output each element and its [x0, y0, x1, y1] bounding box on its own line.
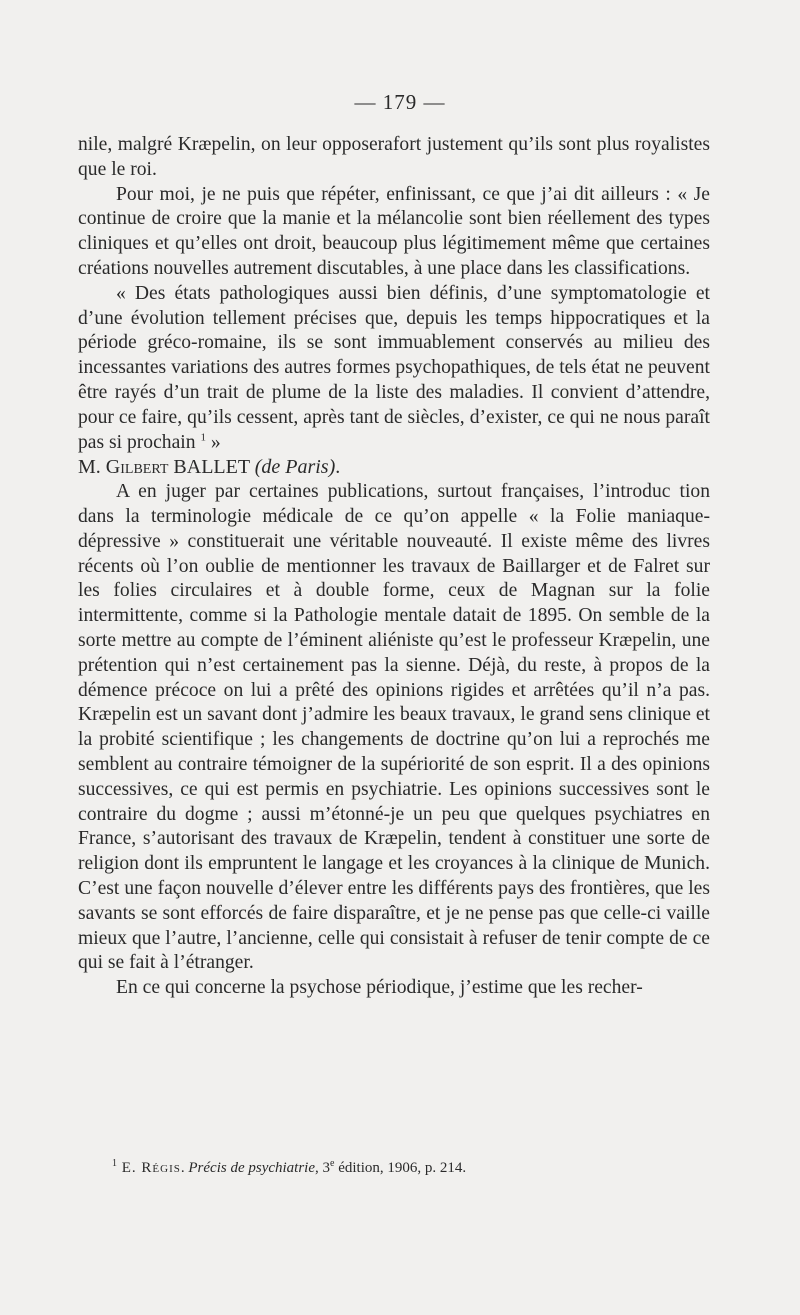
paragraph: A en juger par certaines publications, surtout françaises, l’introduc tion dans la terminologie médicale de ce qu’on appelle « la Folie maniaque-dépressive » constituerait une véritable nouveauté. Il existe même des livres récents où l’on oublie de mentionner les travaux de Baillarger et de Falret sur les folies circulaires et à double forme, ceux de Magnan sur la folie intermittente, comme si la Pathologie mentale datait de 1895. On semble de la sorte mettre au compte de l’éminent aliéniste qu’est le professeur Kræpelin, une prétention qui n’est certainement pas la sienne. Déjà, du reste, à propos de la démence précoce on lui a prêté des opinions rigides et arrêtées qu’il n’a pas. Kræpelin est un savant dont j’admire les beaux travaux, le grand sens clinique et la probité scientifique ; les changements de doctrine qu’on lui a reprochés me semblent au contraire témoigner de la supériorité de son esprit. Il a des opinions successives, ce qui est permis en psychiatrie. Les opinions successives sont le contraire du dogme ; aussi m’étonné-je un peu que quelques psychiatres en France, s’autorisant des travaux de Kræpelin, tendent à constituer une sorte de religion dont ils empruntent le langage et les croyances à la clinique de Munich. C’est une façon nouvelle d’élever entre les différents pays des frontières, que les savants se sont efforcés de faire disparaître, et je ne pense pas que celle-ci vaille mieux que l’autre, l’ancienne, celle qui consistait à refuser de tenir compte de ce qui se fait à l’étranger.: [78, 481, 710, 974]
body-text: [78, 133, 710, 1001]
footnote-reference: 1: [200, 431, 206, 444]
heading-prefix: M.: [78, 456, 106, 479]
page-number: — 179 —: [354, 90, 446, 114]
author-first-name: Gilbert: [105, 456, 169, 479]
footnote-rest: édition, 1906, p. 214.: [334, 1160, 467, 1176]
footnote-edition-sup: e: [330, 1158, 335, 1169]
paragraph: nile, malgré Kræpelin, on leur opposerafort justement qu’ils sont plus royalistes que le roi.: [78, 134, 710, 180]
section-heading: [78, 455, 710, 480]
footnote-edition: , 3: [315, 1160, 331, 1176]
footnote: [112, 1160, 712, 1177]
author-last-name: BALLET: [168, 456, 255, 479]
paragraph: [78, 282, 710, 456]
closing-quote: »: [205, 431, 221, 453]
footnote-mark: 1: [112, 1158, 117, 1169]
author-place: (de Paris): [254, 456, 336, 479]
paragraph-text: « Des états pathologiques aussi bien définis, d’une symptomatologie et d’une évolution tellement précises que, depuis les temps hippocratiques et la période gréco-romaine, ils se sont immuablement conservés au milieu des incessantes variations des autres formes psychopathiques, de tels état ne peuvent être rayés d’un trait de plume de la liste des maladies. Il convient d’attendre, pour ce faire, qu’ils cessent, après tant de siècles, d’exister, ce qui ne nous paraît pas si prochain: [78, 282, 710, 453]
footnote-author: E. Régis: [117, 1160, 181, 1176]
heading-suffix: .: [335, 456, 341, 479]
paragraph: En ce qui concerne la psychose périodique, j’estime que les recher-: [116, 977, 643, 999]
footnote-sep: .: [180, 1160, 189, 1176]
footnote-title: Précis de psychiatrie: [188, 1160, 316, 1176]
paragraph: Pour moi, je ne puis que répéter, enfinissant, ce que j’ai dit ailleurs : « Je continue de croire que la manie et la mélancolie sont bien réellement des types cliniques et qu’elles ont droit, beaucoup plus légitimement même que certaines créations nouvelles autrement discutables, à une place dans les classifications.: [78, 183, 710, 279]
